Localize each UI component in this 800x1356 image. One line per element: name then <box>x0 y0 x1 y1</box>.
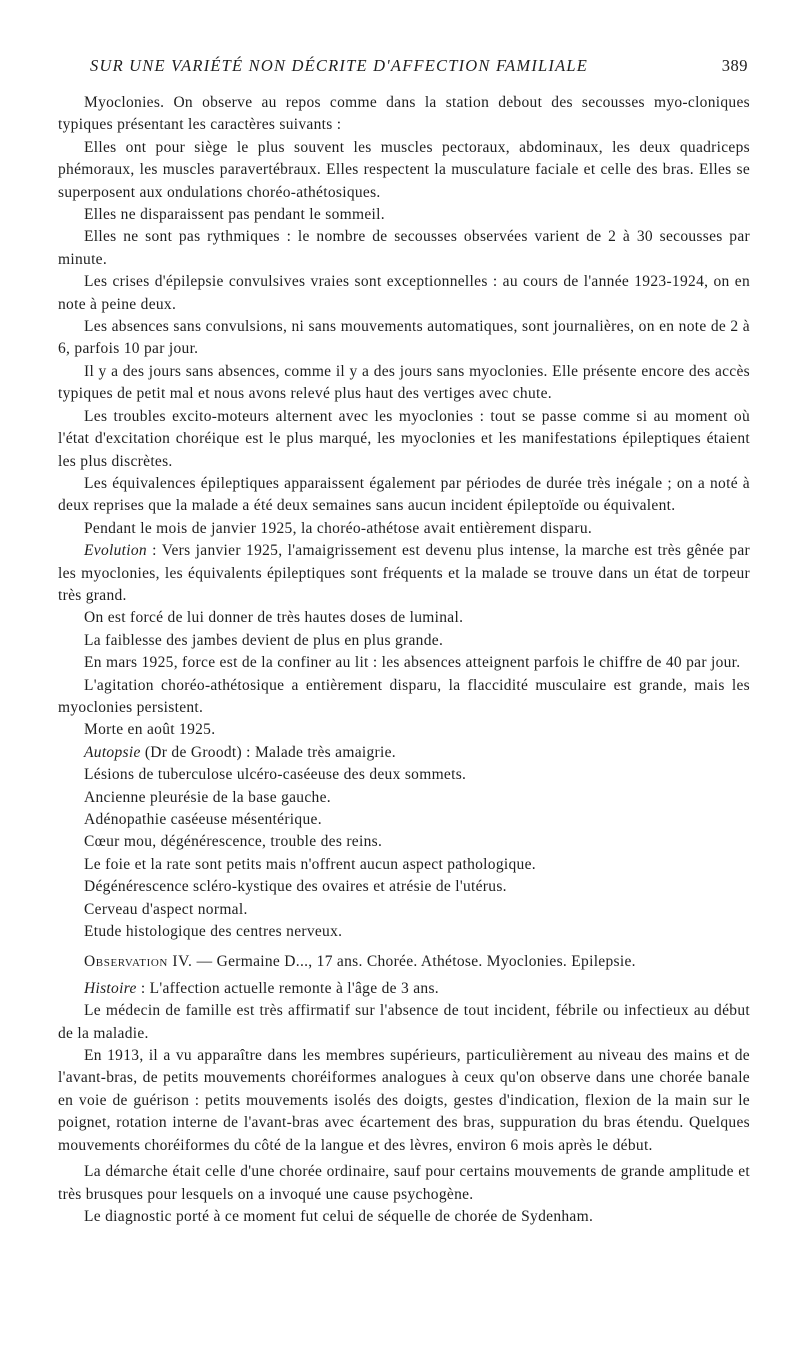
paragraph <box>58 137 750 204</box>
paragraph-text: : Vers janvier 1925, l'amaigrissement est devenu plus intense, la marche est très gênée par les myoclonies, les équivalents épileptiques sont fréquents et la malade se trouve dans un état de torpeur très grand. <box>58 542 750 604</box>
paragraph-text: Il y a des jours sans absences, comme il y a des jours sans myoclonies. Elle présente encore des accès typiques de petit mal et nous avons relevé plus haut des vertiges avec chute. <box>58 362 750 403</box>
paragraph-text: Etude histologique des centres nerveux. <box>84 923 343 941</box>
paragraph-text: Les crises d'épilepsie convulsives vraies sont exceptionnelles : au cours de l'année 1923-1924, on en note à peine deux. <box>58 273 750 313</box>
paragraph <box>58 226 750 271</box>
paragraph <box>58 630 750 652</box>
paragraph <box>58 473 750 518</box>
paragraph-text: : L'affection actuelle remonte à l'âge de 3 ans. <box>136 979 439 997</box>
paragraph <box>58 652 750 674</box>
paragraph <box>58 1206 750 1228</box>
paragraph <box>58 899 750 921</box>
paragraph-text: Les troubles excito-moteurs alternent avec les myoclonies : tout se passe comme si au moment où l'état d'excitation choréique est le plus marqué, les myoclonies et les manifestations épileptiques étaient les plus discrètes. <box>58 407 750 470</box>
paragraph-text: Morte en août 1925. <box>84 721 216 739</box>
paragraph <box>58 607 750 629</box>
paragraph-text: Les équivalences épileptiques apparaissent également par périodes de durée très inégale ; on a noté à deux reprises que la malade a été deux semaines sans aucun incident épileptoïde ou équivalent. <box>58 474 750 515</box>
paragraph-text: On est forcé de lui donner de très hautes doses de luminal. <box>84 609 464 627</box>
paragraph <box>58 809 750 831</box>
paragraph-text: Elles ont pour siège le plus souvent les muscles pectoraux, abdominaux, les deux quadriceps phémoraux, les muscles paravertébraux. Elles respectent la musculature faciale et celle des bras. Elles se superposent aux ondulations choréo-athétosiques. <box>58 138 750 201</box>
paragraph <box>58 92 750 137</box>
paragraph-text: Cerveau d'aspect normal. <box>84 900 248 918</box>
paragraph <box>58 361 750 406</box>
running-header <box>90 56 748 80</box>
paragraph-text: Cœur mou, dégénérescence, trouble des reins. <box>84 833 383 851</box>
paragraph <box>58 406 750 473</box>
paragraph-text: Pendant le mois de janvier 1925, la choréo-athétose avait entièrement disparu. <box>84 519 593 537</box>
paragraph-text: Myoclonies. On observe au repos comme dans la station debout des secousses myo-cloniques typiques présentant les caractères suivants : <box>58 94 750 134</box>
paragraph-text: Dégénérescence scléro-kystique des ovaires et atrésie de l'utérus. <box>84 878 507 896</box>
paragraph-text: Ancienne pleurésie de la base gauche. <box>84 788 331 806</box>
paragraph-text: — Germaine D..., 17 ans. Chorée. Athétose. Myoclonies. Epilepsie. <box>192 953 636 971</box>
paragraph-text: (Dr de Groodt) : Malade très amaigrie. <box>140 743 396 761</box>
paragraph <box>58 1000 750 1045</box>
paragraph-text: Elles ne disparaissent pas pendant le sommeil. <box>84 206 385 224</box>
paragraph-text: Adénopathie caséeuse mésentérique. <box>84 811 322 828</box>
paragraph <box>58 876 750 898</box>
paragraph <box>58 831 750 853</box>
paragraph <box>58 951 750 973</box>
paragraph-text: L'agitation choréo-athétosique a entièrement disparu, la flaccidité musculaire est grande, mais les myoclonies persistent. <box>58 676 750 716</box>
paragraph-text: La démarche était celle d'une chorée ordinaire, sauf pour certains mouvements de grande amplitude et très brusques pour lesquels on a invoqué une cause psychogène. <box>58 1163 750 1203</box>
section-lead: Autopsie <box>84 743 141 761</box>
section-lead: Evolution <box>84 542 147 560</box>
running-title: SUR UNE VARIÉTÉ NON DÉCRITE D'AFFECTION FAMILIALE <box>90 56 589 75</box>
observation-heading: Observation IV. <box>84 953 193 971</box>
paragraph <box>58 271 750 316</box>
paragraph-text: Les absences sans convulsions, ni sans mouvements automatiques, sont journalières, on en note de 2 à 6, parfois 10 par jour. <box>58 318 750 358</box>
paragraph-text: La faiblesse des jambes devient de plus en plus grande. <box>84 631 444 649</box>
paragraph <box>58 742 750 764</box>
paragraph <box>58 1045 750 1157</box>
paragraph <box>58 854 750 876</box>
paragraph <box>58 787 750 809</box>
paragraph-text: Elles ne sont pas rythmiques : le nombre de secousses observées varient de 2 à 30 secousses par minute. <box>58 228 750 268</box>
paragraph <box>58 540 750 607</box>
paragraph <box>58 204 750 226</box>
paragraph <box>58 316 750 361</box>
paragraph-text: En 1913, il a vu apparaître dans les membres supérieurs, particulièrement au niveau des mains et de l'avant-bras, de petits mouvements choréiformes analogues à ceux qu'on observe dans une chorée banale en voie de guérison : petits mouvements isolés des doigts, gestes d'indication, flexion de la main sur le poignet, rotation interne de l'avant-bras avec écartement des bras, suppuration du bras étendu. Quelques mouvements choréiformes du côté de la langue et des lèvres, environ 6 mois après le début. <box>58 1047 750 1154</box>
paragraph <box>58 675 750 720</box>
paragraph <box>58 764 750 786</box>
paragraph-text: En mars 1925, force est de la confiner au lit : les absences atteignent parfois le chiffre de 40 par jour. <box>84 654 741 672</box>
paragraph <box>58 719 750 741</box>
paragraph <box>58 978 750 1000</box>
section-lead: Histoire <box>84 979 137 997</box>
paragraph <box>58 921 750 943</box>
paragraph <box>58 518 750 540</box>
paragraph-text: Lésions de tuberculose ulcéro-caséeuse des deux sommets. <box>84 766 467 784</box>
paragraph <box>58 1161 750 1206</box>
page-body <box>58 92 750 1228</box>
paragraph-text: Le médecin de famille est très affirmatif sur l'absence de tout incident, fébrile ou infectieux au début de la maladie. <box>58 1002 750 1042</box>
paragraph-text: Le foie et la rate sont petits mais n'offrent aucun aspect pathologique. <box>84 855 536 873</box>
page-number: 389 <box>721 56 748 75</box>
paragraph-text: Le diagnostic porté à ce moment fut celui de séquelle de chorée de Sydenham. <box>84 1207 594 1225</box>
